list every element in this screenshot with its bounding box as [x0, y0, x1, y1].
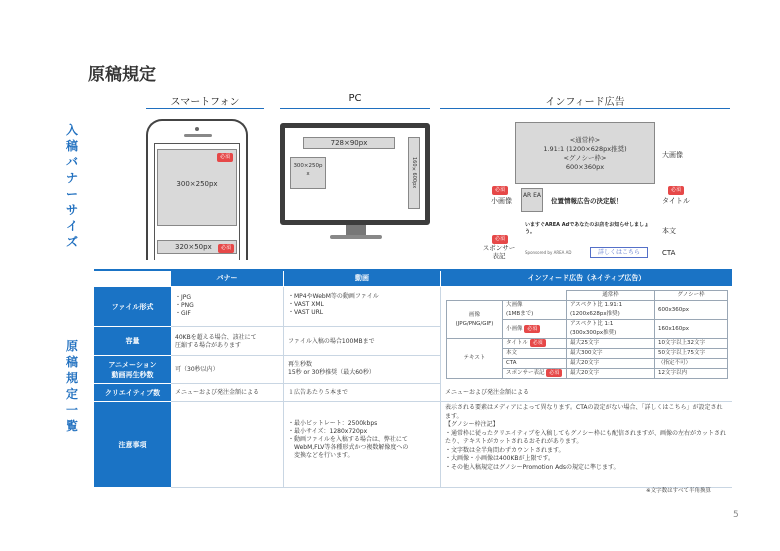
sub-row-normal: 最大300文字: [567, 349, 655, 359]
infeed-small-label: 小画像: [491, 197, 512, 205]
sub-row-name-small: [503, 320, 567, 339]
phone-screen: [154, 143, 240, 260]
sub-row-gunosy: 12文字以内: [655, 369, 728, 379]
spec-table: [94, 269, 732, 487]
sub-row-gunosy: 160x160px: [655, 320, 728, 339]
pc-banner-300x250: 300×250p x: [290, 157, 326, 189]
sub-row-name: スポンサー表記: [506, 370, 545, 376]
banner-320x50: [157, 240, 237, 254]
sub-row-gunosy: 600x360px: [655, 301, 728, 320]
sub-row-gunosy: 10文字以上32文字: [655, 339, 728, 349]
row-label-creative-count: クリエイティブ数: [94, 384, 171, 402]
infeed-body-text: いますぐAREA Adであなたのお店をお知らせしましょう。: [525, 222, 650, 235]
sub-row-gunosy: 50文字以上75文字: [655, 349, 728, 359]
required-badge: 必須: [524, 325, 540, 333]
side-label-banner-size: 入稿バナーサイズ: [65, 123, 78, 249]
sub-row-name: 小画像: [506, 325, 523, 332]
phone-camera: [195, 127, 199, 131]
sub-row-normal: アスペクト比 1:1 (300x300px推奨): [567, 320, 655, 339]
required-badge: 必須: [492, 186, 508, 195]
sub-row-gunosy: （指定不可）: [655, 359, 728, 369]
section-smartphone: スマートフォン: [170, 97, 240, 108]
infeed-big-image: <通常枠> 1.91:1 (1200×628px推奨) <グノシー枠> 600×360px: [515, 122, 655, 184]
side-label-spec-list: 原稿規定一覧: [65, 339, 78, 433]
section-infeed: インフィード広告: [545, 97, 625, 108]
page-number: 5: [733, 510, 739, 520]
pc-monitor: [280, 123, 430, 225]
cell-banner-size: 40KBを超える場合、該社にて 圧縮する場合があります: [171, 327, 284, 356]
header-infeed: インフィード広告（ネイティブ広告）: [441, 271, 732, 286]
infeed-big-label: 大画像: [662, 151, 683, 159]
banner-300x250: [157, 149, 237, 226]
infeed-small-image: AR EA: [521, 188, 543, 212]
page-title: 原稿規定: [88, 65, 156, 85]
infeed-title-text: 位置情報広告の決定版！: [551, 197, 623, 205]
banner-size-label: 300×250px: [176, 180, 218, 188]
sub-row-normal: アスペクト比 1.91:1 (1200x628px推奨): [567, 301, 655, 320]
cell-banner-format: ・JPG ・PNG ・GIF: [171, 287, 284, 327]
sub-row-name-title: [503, 339, 567, 349]
header-banner: バナー: [171, 271, 283, 286]
smartphone-mockup: [146, 119, 248, 260]
sub-row-name: タイトル: [506, 340, 528, 346]
row-label-animation: アニメーション 動画再生秒数: [94, 356, 171, 384]
infeed-body-label: 本文: [662, 227, 676, 235]
row-label-file-format: ファイル形式: [94, 287, 171, 327]
cell-video-notes: ・最小ビットレート：2500kbps ・最小サイズ：1280x720px ・動画ファイルを入稿する場合は、弊社にて WebM,FLV等各種形式かつ複数解像度への 変換などを行います。: [284, 402, 441, 488]
pc-base: [330, 235, 382, 239]
required-badge: 必須: [492, 235, 508, 244]
required-badge: 必須: [217, 153, 233, 162]
cell-banner-count: メニューおよび発注金額による: [171, 384, 284, 402]
sub-row-normal: 最大20文字: [567, 359, 655, 369]
cell-infeed-notes: 表示される要素はメディアによって異なります。CTAの設定がない場合、「詳しくはこちら」が設定されます。 【グノシー枠注記】 ・通常枠に従ったクリエイティブを入稿してもグノシー枠にも配信されますが、画像の左右がカットされたり、テキストがカットされるおそれがあります。 ・文字数は全半角問わずカウントされます。 ・大画像・小画像は400KBが上限です。 ・その他入稿規定はグノシーPromotion Adsの規定に準じます。: [441, 402, 732, 488]
infeed-sponsor-text: Sponsored by AREA AD: [525, 250, 572, 255]
section-pc: PC: [348, 93, 362, 104]
pc-banner-728x90: 728×90px: [303, 137, 395, 149]
cell-video-count: １広告あたり５本まで: [284, 384, 441, 402]
sub-row-name: 大画像 (1MBまで): [503, 301, 567, 320]
banner-size-label: 320×50px: [175, 243, 212, 251]
sub-row-name-sponsor: [503, 369, 567, 379]
footnote: ※文字数はすべて半角換算: [646, 488, 711, 494]
required-badge: 必須: [546, 369, 562, 377]
required-badge: 必須: [530, 339, 546, 347]
required-badge: 必須: [668, 186, 684, 195]
sub-row-normal: 最大20文字: [567, 369, 655, 379]
infeed-sponsor-label: スポンサー表記: [482, 244, 516, 260]
sub-group-text: テキスト: [447, 339, 503, 379]
sub-row-name: 本文: [503, 349, 567, 359]
cell-video-size: ファイル入稿の場合100MBまで: [284, 327, 441, 356]
cell-infeed-count: メニューおよび発注金額による: [441, 384, 732, 402]
sub-header-gunosy: グノシー枠: [655, 291, 728, 301]
header-video: 動画: [284, 271, 440, 286]
section-underline: [280, 108, 430, 109]
pc-stand: [346, 225, 366, 235]
row-label-size: 容量: [94, 327, 171, 356]
sub-row-name: CTA: [503, 359, 567, 369]
infeed-cta-label: CTA: [662, 249, 676, 257]
cell-video-duration: 再生秒数 15秒 or 30秒推奨（最大60秒）: [284, 356, 441, 384]
cell-video-format: ・MP4やWebM等の動画ファイル ・VAST XML ・VAST URL: [284, 287, 441, 327]
section-underline: [440, 108, 730, 109]
row-label-notes: 注意事項: [94, 402, 171, 488]
sub-group-image: 画像 (JPG/PNG/GIF): [447, 301, 503, 339]
section-underline: [146, 108, 264, 109]
infeed-subtable: [446, 290, 728, 379]
cell-banner-animation: 可（30秒以内）: [171, 356, 284, 384]
infeed-title-label: タイトル: [662, 197, 690, 205]
phone-speaker: [184, 134, 212, 137]
pc-banner-160x600: 160×600px: [408, 137, 420, 209]
required-badge: 必須: [218, 244, 234, 253]
sub-header-normal: 通常枠: [567, 291, 655, 301]
sub-row-normal: 最大25文字: [567, 339, 655, 349]
cell-banner-notes: [171, 402, 284, 488]
infeed-cta-button[interactable]: 詳しくはこちら: [590, 247, 648, 258]
